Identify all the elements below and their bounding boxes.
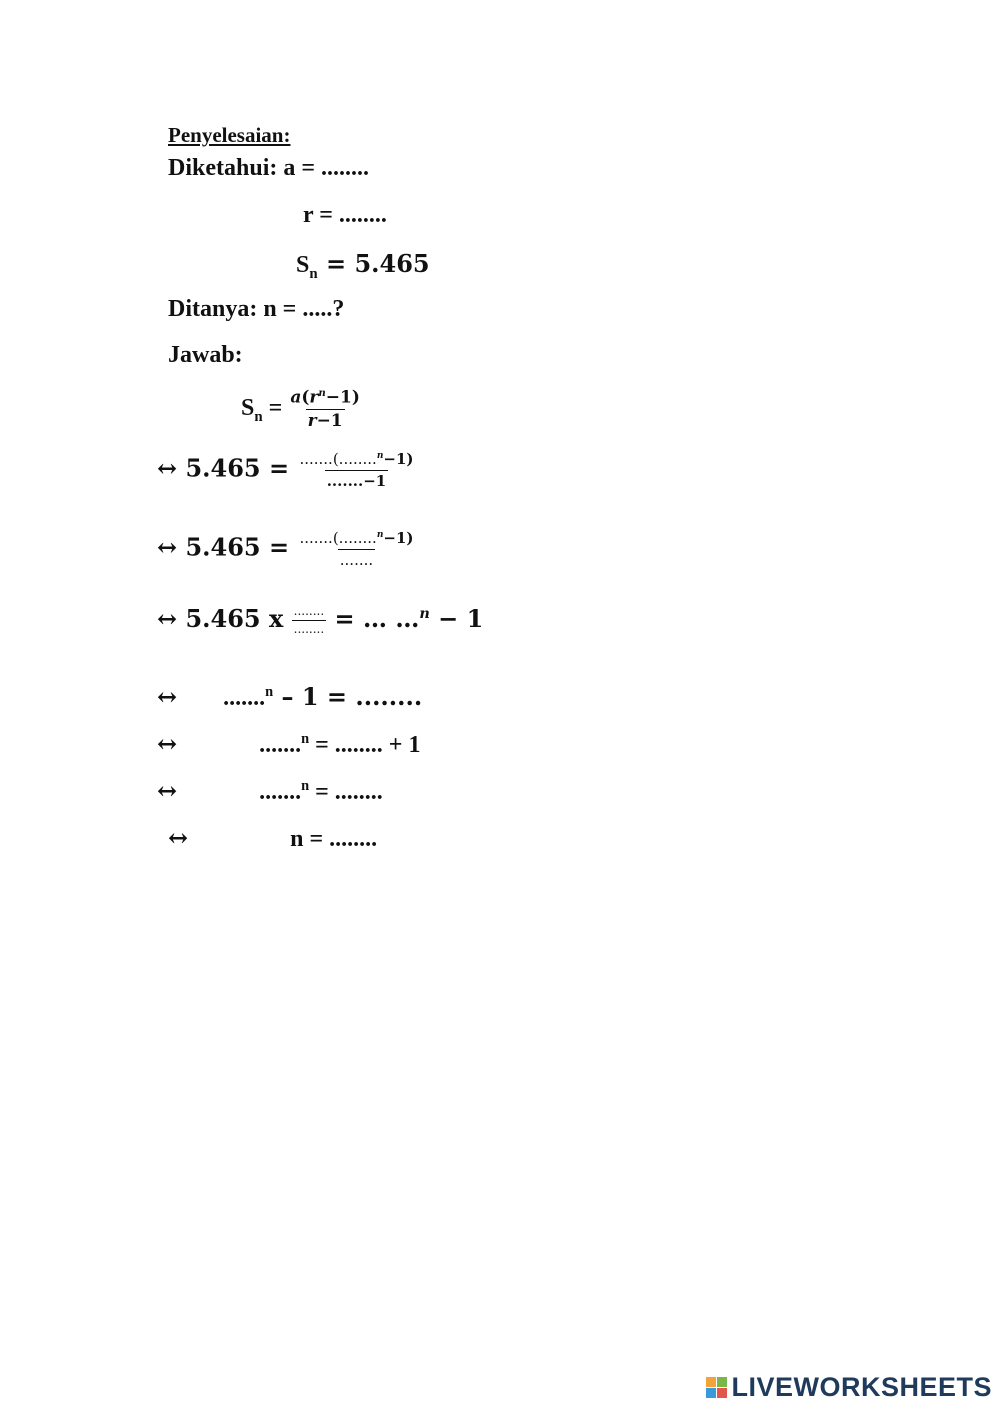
known-a: a = ........	[283, 155, 370, 181]
den-rest: −1	[316, 411, 343, 432]
known-label: Diketahui:	[168, 155, 278, 181]
step-1-lhs: 5.465 =	[185, 453, 290, 483]
step-2-denominator: .......	[339, 550, 374, 569]
logo-square-4	[717, 1388, 727, 1398]
step-2-num-b: −1)	[383, 529, 414, 547]
step-3-rhs: = … …	[334, 604, 420, 633]
formula-line	[241, 388, 362, 431]
formula-denominator	[306, 409, 345, 431]
step-1-num-exp: n	[376, 451, 384, 461]
step-3-lhs: 5.465 x	[185, 604, 284, 633]
formula-s: S	[241, 395, 255, 422]
step-3-tail: − 1	[429, 604, 484, 633]
step-5	[157, 729, 420, 759]
num-exp: n	[318, 387, 326, 399]
step-5-rest: = ........ + 1	[309, 732, 421, 758]
step-1-num-b: −1)	[383, 450, 414, 468]
step-4-exp: n	[265, 684, 274, 700]
liveworksheets-logo	[706, 1372, 992, 1403]
step-4-base: .......	[223, 685, 266, 711]
sn-symbol: S	[296, 252, 310, 278]
step-7	[168, 823, 377, 853]
num-open: (	[301, 387, 310, 408]
arrow-icon: ↔	[157, 532, 178, 562]
step-1-num-a: .......(........	[299, 450, 377, 468]
section-title: Penyelesaian:	[168, 123, 291, 147]
step-4-rest: – 1 = ........	[273, 682, 423, 711]
formula-fraction	[288, 388, 362, 431]
logo-text: LIVEWORKSHEETS	[731, 1372, 992, 1402]
step-5-exp: n	[301, 731, 310, 747]
formula-sub: n	[254, 408, 263, 425]
step-2-fraction	[297, 530, 415, 568]
logo-square-2	[717, 1377, 727, 1387]
step-1-denominator: .......−1	[326, 471, 387, 490]
arrow-icon: ↔	[157, 729, 178, 758]
step-6-rest: = ........	[309, 779, 383, 805]
known-sn	[296, 249, 430, 283]
arrow-icon: ↔	[157, 453, 178, 483]
step-6	[157, 776, 383, 806]
known-label-line	[168, 155, 369, 182]
step-3-denominator: ........	[293, 622, 325, 636]
step-5-base: .......	[259, 732, 302, 758]
step-3-numerator: ........	[293, 603, 325, 618]
formula-eq: =	[262, 395, 283, 422]
step-1	[157, 451, 415, 489]
step-3	[157, 604, 483, 636]
answer-label: Jawab:	[168, 342, 243, 368]
num-a: a	[290, 387, 302, 408]
step-6-exp: n	[301, 778, 310, 794]
step-2-numerator	[297, 530, 415, 549]
step-3-fraction	[292, 605, 327, 636]
formula-numerator	[288, 388, 362, 409]
step-2	[157, 530, 415, 568]
logo-square-3	[706, 1388, 716, 1398]
num-close: −1)	[325, 387, 360, 408]
step-3-exp: n	[419, 605, 430, 622]
arrow-icon: ↔	[157, 776, 178, 805]
step-1-numerator	[297, 451, 415, 470]
logo-square-1	[706, 1377, 716, 1387]
step-2-lhs: 5.465 =	[185, 532, 290, 562]
sn-subscript: n	[309, 265, 318, 282]
step-2-num-a: .......(........	[299, 529, 377, 547]
logo-mark-icon	[706, 1377, 727, 1398]
known-r: r = ........	[303, 202, 387, 228]
arrow-icon: ↔	[157, 604, 178, 633]
asked-line: Ditanya: n = .....?	[168, 296, 345, 322]
den-r: r	[307, 411, 317, 432]
step-1-fraction	[297, 451, 415, 489]
step-7-text: n = ........	[290, 826, 378, 852]
num-r: r	[309, 387, 319, 408]
step-2-num-exp: n	[376, 530, 384, 540]
arrow-icon: ↔	[157, 682, 178, 711]
sn-value: = 5.465	[317, 249, 430, 278]
step-4	[157, 682, 422, 712]
arrow-icon: ↔	[168, 823, 189, 852]
step-6-base: .......	[259, 779, 302, 805]
